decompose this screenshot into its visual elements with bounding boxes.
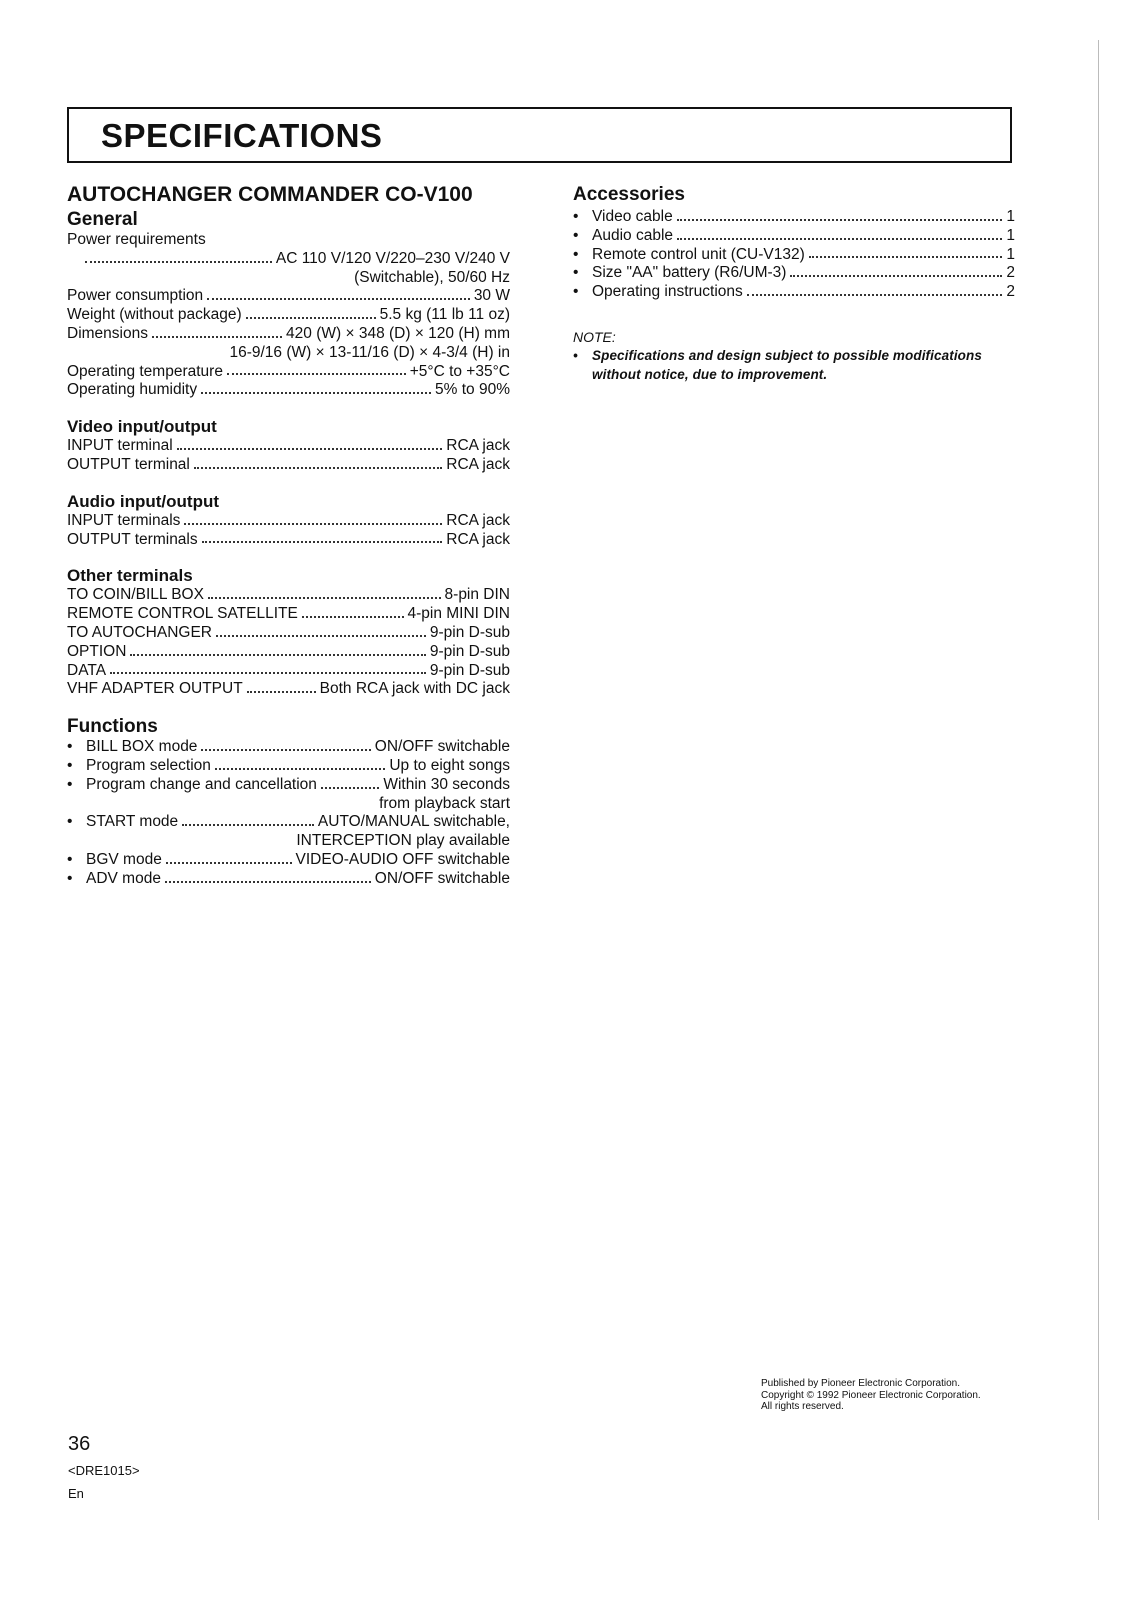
dimensions-value: 420 (W) × 348 (D) × 120 (H) mm — [286, 324, 510, 342]
spec-value: 8-pin DIN — [444, 586, 510, 604]
leader-dots — [747, 293, 1003, 296]
spec-row — [67, 624, 510, 643]
operating-temperature-label: Operating temperature — [67, 362, 223, 380]
leader-dots — [208, 596, 441, 599]
operating-temperature-row — [67, 363, 510, 382]
dimensions-label: Dimensions — [67, 324, 148, 342]
leader-dots — [302, 615, 404, 618]
power-requirements-value-2: (Switchable), 50/60 Hz — [354, 268, 510, 286]
function-label: • Program change and cancellation — [67, 776, 317, 795]
spec-label: OPTION — [67, 642, 127, 660]
spec-value: 9-pin D-sub — [429, 623, 510, 641]
other-terminals-heading: Other terminals — [67, 566, 193, 586]
operating-humidity-value: 5% to 90% — [435, 381, 510, 399]
page-title: SPECIFICATIONS — [101, 117, 383, 154]
accessory-label: • Audio cable — [573, 227, 673, 246]
page-number: 36 — [68, 1433, 91, 1455]
power-requirements-value: AC 110 V/120 V/220–230 V/240 V — [275, 249, 510, 267]
publisher-info — [761, 1378, 981, 1413]
leader-dots — [110, 671, 426, 674]
leader-dots — [85, 260, 272, 263]
leader-dots — [227, 372, 406, 375]
leader-dots — [194, 466, 442, 469]
spec-row — [67, 605, 510, 624]
accessory-row — [573, 264, 1015, 283]
spec-label: VHF ADAPTER OUTPUT — [67, 680, 243, 698]
spec-row — [67, 456, 510, 475]
accessory-row — [573, 227, 1015, 246]
function-value-continued: INTERCEPTION play available — [296, 832, 510, 850]
function-value: VIDEO-AUDIO OFF switchable — [295, 850, 510, 868]
leader-dots — [166, 861, 292, 864]
copyright-line: Copyright © 1992 Pioneer Electronic Corporation. — [761, 1389, 981, 1401]
function-row — [67, 870, 510, 889]
function-value: ON/OFF switchable — [374, 869, 510, 887]
spec-value: 9-pin D-sub — [429, 661, 510, 679]
audio-io-heading: Audio input/output — [67, 491, 219, 511]
function-row — [67, 813, 510, 832]
accessory-label: • Size "AA" battery (R6/UM-3) — [573, 264, 786, 283]
leader-dots — [246, 316, 376, 319]
leader-dots — [677, 218, 1003, 221]
spec-value: 4-pin MINI DIN — [407, 605, 510, 623]
rights-line: All rights reserved. — [761, 1401, 844, 1412]
function-row — [67, 738, 510, 757]
function-value: Within 30 seconds — [383, 775, 510, 793]
power-requirements-label: Power requirements — [67, 231, 206, 248]
leader-dots — [216, 634, 426, 637]
note-label: NOTE: — [573, 328, 616, 345]
function-value: ON/OFF switchable — [374, 738, 510, 756]
general-heading: General — [67, 209, 138, 230]
dimensions-row — [67, 325, 510, 344]
spec-label: OUTPUT terminal — [67, 455, 190, 473]
function-row — [67, 776, 510, 795]
leader-dots — [182, 823, 314, 826]
function-row — [67, 757, 510, 776]
function-value-continued: from playback start — [379, 794, 510, 812]
spec-row — [67, 643, 510, 662]
accessory-row — [573, 208, 1015, 227]
spec-row — [67, 531, 510, 550]
note-text: • Specifications and design subject to possible modifications without notice, due to improvement. — [573, 346, 1015, 384]
leader-dots — [201, 748, 370, 751]
accessory-label: • Remote control unit (CU-V132) — [573, 246, 805, 265]
leader-dots — [247, 690, 316, 693]
leader-dots — [165, 880, 371, 883]
left-column — [67, 182, 510, 889]
leader-dots — [677, 237, 1002, 240]
power-consumption-value: 30 W — [473, 287, 510, 305]
spec-label: REMOTE CONTROL SATELLITE — [67, 605, 298, 623]
spec-label: OUTPUT terminals — [67, 530, 198, 548]
publisher-line: Published by Pioneer Electronic Corporation. — [761, 1378, 960, 1389]
operating-humidity-row — [67, 381, 510, 400]
function-row — [67, 851, 510, 870]
leader-dots — [152, 335, 282, 338]
operating-humidity-label: Operating humidity — [67, 381, 198, 399]
weight-label: Weight (without package) — [67, 306, 242, 324]
operating-temperature-value: +5°C to +35°C — [409, 362, 510, 380]
spec-row — [67, 586, 510, 605]
dimensions-value-2: 16-9/16 (W) × 13-11/16 (D) × 4-3/4 (H) in — [229, 343, 510, 361]
accessories-heading: Accessories — [573, 184, 685, 205]
leader-dots — [177, 447, 443, 450]
function-label: • Program selection — [67, 757, 211, 776]
page-edge-line — [1098, 40, 1099, 1520]
spec-value: RCA jack — [446, 437, 510, 455]
language-code: En — [68, 1486, 84, 1501]
functions-heading: Functions — [67, 716, 158, 738]
accessory-quantity: 1 — [1006, 245, 1015, 263]
accessory-quantity: 1 — [1006, 226, 1015, 244]
spec-row — [67, 662, 510, 681]
power-consumption-row — [67, 287, 510, 306]
weight-row — [67, 306, 510, 325]
video-io-heading: Video input/output — [67, 417, 217, 437]
leader-dots — [130, 653, 425, 656]
leader-dots — [202, 540, 443, 543]
spec-label: INPUT terminals — [67, 511, 181, 529]
document-code: <DRE1015> — [68, 1463, 140, 1478]
spec-value: RCA jack — [446, 455, 510, 473]
function-value: AUTO/MANUAL switchable, — [317, 813, 510, 831]
function-label: • BILL BOX mode — [67, 738, 197, 757]
leader-dots — [215, 767, 385, 770]
right-column — [573, 182, 1015, 384]
function-value: Up to eight songs — [389, 756, 510, 774]
product-title: AUTOCHANGER COMMANDER CO-V100 — [67, 183, 473, 206]
function-label: • START mode — [67, 813, 178, 832]
leader-dots — [790, 274, 1002, 277]
accessory-row — [573, 246, 1015, 265]
accessory-row — [573, 283, 1015, 302]
spec-label: TO COIN/BILL BOX — [67, 586, 204, 604]
leader-dots — [809, 255, 1003, 258]
power-requirements-row — [67, 250, 510, 269]
spec-label: DATA — [67, 661, 107, 679]
spec-row — [67, 680, 510, 699]
leader-dots — [201, 391, 431, 394]
function-label: • BGV mode — [67, 851, 162, 870]
power-consumption-label: Power consumption — [67, 287, 204, 305]
accessory-label: • Operating instructions — [573, 283, 743, 302]
accessory-label: • Video cable — [573, 208, 673, 227]
spec-row — [67, 437, 510, 456]
spec-value: Both RCA jack with DC jack — [319, 680, 510, 698]
spec-row — [67, 512, 510, 531]
spec-label: INPUT terminal — [67, 437, 173, 455]
weight-value: 5.5 kg (11 lb 11 oz) — [379, 306, 510, 324]
spec-value: RCA jack — [446, 511, 510, 529]
function-label: • ADV mode — [67, 870, 161, 889]
leader-dots — [184, 522, 442, 525]
spec-label: TO AUTOCHANGER — [67, 623, 212, 641]
spec-value: RCA jack — [446, 530, 510, 548]
accessory-quantity: 1 — [1006, 208, 1015, 225]
spec-value: 9-pin D-sub — [429, 642, 510, 660]
accessory-quantity: 2 — [1006, 264, 1015, 282]
leader-dots — [321, 786, 379, 789]
accessory-quantity: 2 — [1006, 283, 1015, 301]
specifications-banner — [67, 107, 1012, 163]
leader-dots — [207, 297, 470, 300]
